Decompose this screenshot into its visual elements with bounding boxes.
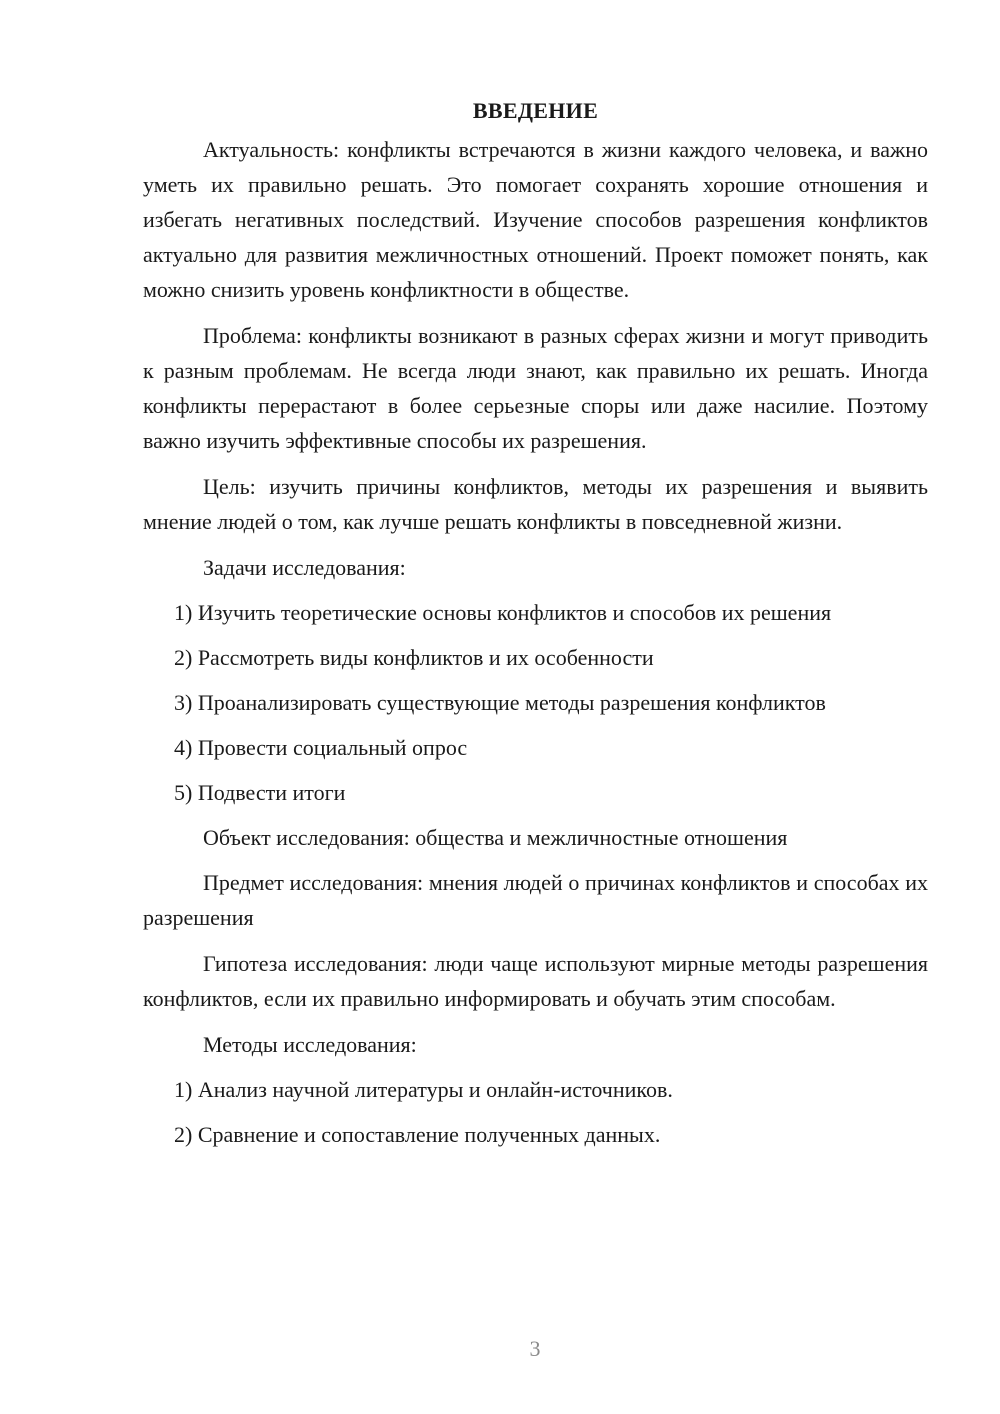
method-item: 2) Сравнение и сопоставление полученных данных. (174, 1122, 661, 1147)
relevance-paragraph: Актуальность: конфликты встречаются в жизни каждого человека, и важно уметь их правильно решать. Это помогает сохранять хорошие отношения и избегать негативных последствий. Изучение способов разрешения конфликтов актуально для развития межличностных отношений. Проект поможет понять, как можно снизить уровень конфликтности в обществе. (143, 137, 928, 302)
tasks-title: Задачи исследования: (203, 555, 406, 580)
page-content (143, 96, 928, 1162)
methods-title: Методы исследования: (203, 1032, 417, 1057)
page-number: 3 (529, 1336, 541, 1361)
problem-paragraph: Проблема: конфликты возникают в разных сферах жизни и могут приводить к разным проблемам. Не всегда люди знают, как правильно их решать. Иногда конфликты перерастают в более серьезные споры или даже насилие. Поэтому важно изучить эффективные способы их разрешения. (143, 323, 928, 453)
subject-paragraph: Предмет исследования: мнения людей о причинах конфликтов и способах их разрешения (143, 870, 928, 930)
page-title: ВВЕДЕНИЕ (472, 98, 599, 123)
hypothesis-paragraph: Гипотеза исследования: люди чаще используют мирные методы разрешения конфликтов, если их правильно информировать и обучать этим способам. (143, 951, 928, 1011)
task-item: 1) Изучить теоретические основы конфликтов и способов их решения (174, 600, 832, 625)
goal-paragraph: Цель: изучить причины конфликтов, методы их разрешения и выявить мнение людей о том, как лучше решать конфликты в повседневной жизни. (143, 474, 928, 534)
task-item: 2) Рассмотреть виды конфликтов и их особенности (174, 645, 654, 670)
object-line: Объект исследования: общества и межличностные отношения (203, 825, 788, 850)
task-item: 4) Провести социальный опрос (174, 735, 468, 760)
task-item: 5) Подвести итоги (174, 780, 346, 805)
method-item: 1) Анализ научной литературы и онлайн-источников. (174, 1077, 673, 1102)
task-item: 3) Проанализировать существующие методы разрешения конфликтов (174, 690, 826, 715)
